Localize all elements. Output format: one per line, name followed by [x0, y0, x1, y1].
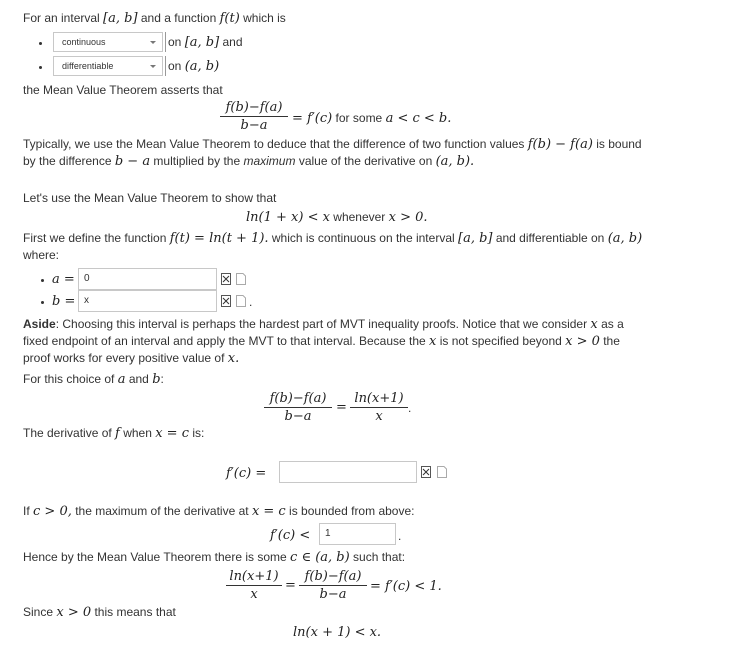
define-line-2: where: [23, 248, 60, 262]
divider [165, 56, 166, 76]
typically-line-2: by the difference b − a multiplied by the maximum value of the derivative on (a, b). [23, 154, 475, 169]
b-label: b = [52, 294, 76, 309]
show-lead: Let's use the Mean Value Theorem to show that [23, 191, 277, 205]
bullet [41, 301, 44, 304]
document-icon[interactable] [236, 273, 246, 285]
fprime-label: f′(c) = [226, 466, 267, 481]
a-label: a = [52, 272, 75, 287]
mvt-fraction: f(b)−f(a) b−a [220, 100, 288, 133]
bound-label: f′(c) < [270, 528, 311, 543]
show-inequality: ln(1 + x) < x whenever x > 0. [246, 210, 428, 225]
divider [165, 32, 166, 52]
bullet [39, 42, 42, 45]
fprime-input[interactable] [279, 461, 417, 483]
aside-line-3: proof works for every positive value of x. [23, 351, 240, 366]
b-input[interactable]: x [78, 290, 217, 312]
final-result: ln(x + 1) < x. [293, 625, 382, 640]
condition-suffix-1: on [a, b] and [168, 35, 243, 50]
chevron-down-icon [150, 41, 156, 44]
define-line-1: First we define the function f(t) = ln(t + 1). which is continuous on the interval [a, b] and differentiable on (a, b) [23, 231, 643, 246]
period: . [249, 295, 253, 309]
choice-lead: For this choice of a and b: [23, 372, 164, 387]
a-input[interactable]: 0 [78, 268, 217, 290]
mvt-lead: the Mean Value Theorem asserts that [23, 83, 223, 97]
hence-rhs-fraction: f(b)−f(a) b−a [299, 569, 367, 602]
aside-line-1: Aside: Choosing this interval is perhaps the hardest part of MVT inequality proofs. Notice that we consider x as a [23, 317, 624, 332]
condition-suffix-2: on (a, b) [168, 59, 220, 74]
aside-line-2: fixed endpoint of an interval and apply the MVT to that interval. Because the x is not specified beyond x > 0 the [23, 334, 620, 349]
period: . [408, 401, 412, 415]
hence-lhs-fraction: ln(x+1) x [226, 569, 282, 602]
bullet [39, 66, 42, 69]
preview-icon[interactable] [221, 273, 231, 285]
equals: = [336, 400, 347, 415]
condition-select-2[interactable]: differentiable [53, 56, 163, 76]
typically-line-1: Typically, we use the Mean Value Theorem to deduce that the difference of two function values f(b) − f(a) is bound [23, 137, 642, 152]
hence-lead: Hence by the Mean Value Theorem there is some c ∈ (a, b) such that: [23, 550, 406, 565]
preview-icon[interactable] [421, 466, 431, 478]
equals: = [285, 578, 296, 593]
period: . [398, 529, 402, 543]
choice-rhs-fraction: ln(x+1) x [350, 391, 408, 424]
preview-icon[interactable] [221, 295, 231, 307]
document-icon[interactable] [236, 295, 246, 307]
hence-tail: = f′(c) < 1. [370, 579, 442, 594]
since-lead: Since x > 0 this means that [23, 605, 176, 620]
bullet [41, 279, 44, 282]
intro-line: For an interval [a, b] and a function f(t) which is [23, 11, 286, 26]
choice-lhs-fraction: f(b)−f(a) b−a [264, 391, 332, 424]
maximum-lead: If c > 0, the maximum of the derivative at x = c is bounded from above: [23, 504, 415, 519]
mvt-rhs: = f′(c) for some a < c < b. [292, 111, 452, 126]
document-icon[interactable] [437, 466, 447, 478]
derivative-lead: The derivative of f when x = c is: [23, 426, 205, 441]
bound-input[interactable]: 1 [319, 523, 396, 545]
condition-select-1[interactable]: continuous [53, 32, 163, 52]
chevron-down-icon [150, 65, 156, 68]
